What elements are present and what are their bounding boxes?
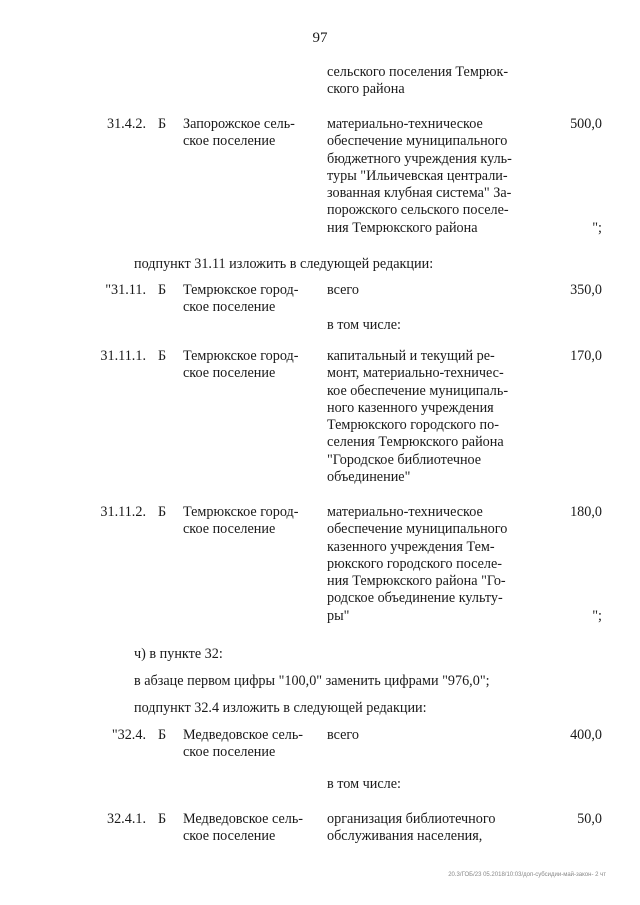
row-code: Б bbox=[158, 504, 167, 520]
row-code: Б bbox=[158, 727, 167, 743]
row-purpose: всего bbox=[327, 282, 359, 298]
row-number: 31.11.1. bbox=[100, 348, 146, 364]
row-settlement: Запорожское сель- ское поселение bbox=[183, 116, 295, 150]
row-amount: 170,0 bbox=[570, 348, 602, 364]
row-purpose: материально-техническое обеспечение муниципального бюджетного учреждения куль- туры "Ильичевская централи- зованная клубная система" За- порожского сельского поселе- ния Темрюкского района bbox=[327, 116, 512, 236]
row-purpose: всего bbox=[327, 727, 359, 743]
row-amount: 500,0 bbox=[570, 116, 602, 132]
row-number: "31.11. bbox=[105, 282, 146, 298]
row-settlement: Темрюкское город- ское поселение bbox=[183, 348, 299, 382]
row-purpose: капитальный и текущий ре- монт, материально-техничес- кое обеспечение муниципаль- ного казенного учреждения Темрюкского городского по- селения Темрюкского района "Городское библиотечное объединение" bbox=[327, 348, 509, 486]
in-that-number: в том числе: bbox=[327, 776, 401, 792]
paragraph-31-11: подпункт 31.11 изложить в следующей редакции: bbox=[134, 256, 434, 272]
footer-stamp: 20.3/ГОБ/23 05.2018/10:03/доп-субсидии-май-закон- 2 чт bbox=[448, 872, 606, 878]
closing-quote: "; bbox=[592, 608, 602, 624]
row-purpose: организация библиотечного обслуживания населения, bbox=[327, 811, 496, 845]
row-settlement: Темрюкское город- ское поселение bbox=[183, 282, 299, 316]
row-amount: 400,0 bbox=[570, 727, 602, 743]
paragraph-32-4: подпункт 32.4 изложить в следующей редакции: bbox=[134, 700, 427, 716]
carryover-text: сельского поселения Темрюк- ского района bbox=[327, 64, 509, 98]
row-settlement: Медведовское сель- ское поселение bbox=[183, 811, 304, 845]
row-number: "32.4. bbox=[111, 727, 146, 743]
in-that-number: в том числе: bbox=[327, 317, 401, 333]
row-settlement: Медведовское сель- ское поселение bbox=[183, 727, 304, 761]
row-number: 31.11.2. bbox=[100, 504, 146, 520]
row-number: 32.4.1. bbox=[106, 811, 146, 827]
row-code: Б bbox=[158, 348, 167, 364]
paragraph-ch: ч) в пункте 32: bbox=[134, 646, 223, 662]
row-code: Б bbox=[158, 811, 167, 827]
closing-quote: "; bbox=[592, 220, 602, 236]
row-number: 31.4.2. bbox=[106, 116, 146, 132]
row-amount: 350,0 bbox=[570, 282, 602, 298]
row-code: Б bbox=[158, 116, 167, 132]
paragraph-replace: в абзаце первом цифры "100,0" заменить цифрами "976,0"; bbox=[134, 673, 490, 689]
row-purpose: материально-техническое обеспечение муниципального казенного учреждения Тем- рюкского городского поселе- ния Темрюкского района "Го- родское объединение культу- ры" bbox=[327, 504, 508, 624]
row-amount: 180,0 bbox=[570, 504, 602, 520]
page-number: 97 bbox=[312, 30, 328, 46]
row-amount: 50,0 bbox=[577, 811, 602, 827]
row-settlement: Темрюкское город- ское поселение bbox=[183, 504, 299, 538]
row-code: Б bbox=[158, 282, 167, 298]
